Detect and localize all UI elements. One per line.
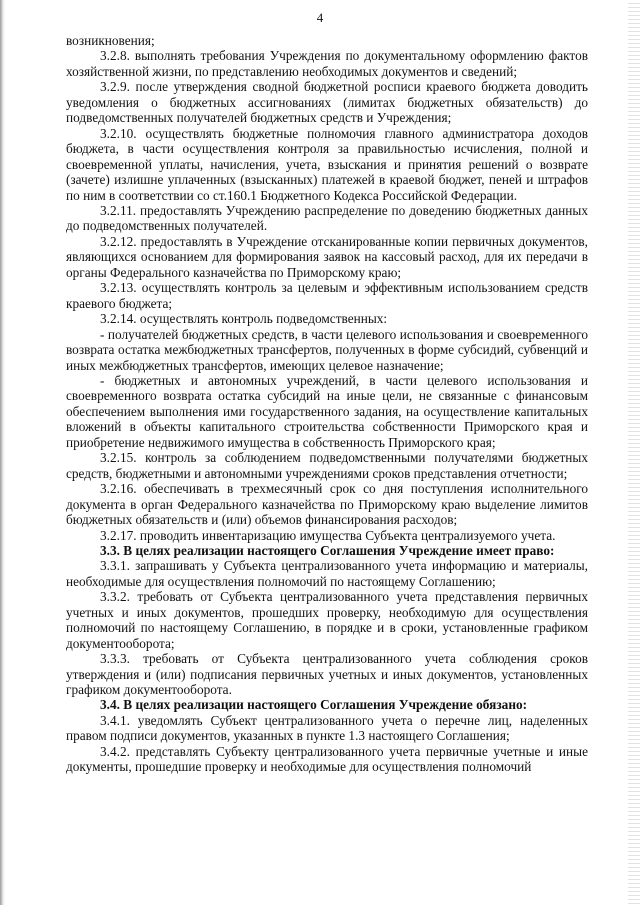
clause-3-4-2: 3.4.2. представлять Субъекту централизованного учета первичные учетные и иные документы, прошедшие проверку и необходимые для осуществления полномочий bbox=[66, 743, 588, 775]
clause-3-2-12: 3.2.12. предоставлять в Учреждение отсканированные копии первичных документов, являющихся основанием для формирования заявок на кассовый расход, для их передачи в органы Федерального казначейства по Приморскому краю; bbox=[66, 233, 588, 280]
clause-3-3-3: 3.3.3. требовать от Субъекта централизованного учета соблюдения сроков утверждения и (или) подписания первичных учетных и иных документов, установленных графиком документооборота. bbox=[66, 651, 588, 698]
clause-3-2-8: 3.2.8. выполнять требования Учреждения по документальному оформлению фактов хозяйственной жизни, по представлению необходимых документов и сведений; bbox=[66, 48, 588, 79]
document-body bbox=[66, 33, 588, 775]
clause-3-3-1: 3.3.1. запрашивать у Субъекта централизованного учета информацию и материалы, необходимые для осуществления полномочий по настоящему Соглашению; bbox=[66, 558, 588, 589]
clause-3-2-14-item-1: - получателей бюджетных средств, в части целевого использования и своевременного возврата остатка межбюджетных трансфертов, полученных в форме субсидий, субвенций и иных межбюджетных трансфертов, имеющих целевое назначение; bbox=[66, 326, 588, 373]
clause-3-2-14-item-2: - бюджетных и автономных учреждений, в части целевого использования и своевременного возврата остатка субсидий на иные цели, не связанные с финансовым обеспечением выполнения ими государственного задания, на осуществление капитальных вложений в объекты капитального строительства собственности Приморского края и приобретение недвижимого имущества в собственность Приморского края; bbox=[66, 372, 588, 450]
clause-3-2-16: 3.2.16. обеспечивать в трехмесячный срок со дня поступления исполнительного документа в орган Федерального казначейства по Приморскому краю выделение лимитов бюджетных обязательств и (или) объемов финансирования расходов; bbox=[66, 481, 588, 528]
clause-3-2-15: 3.2.15. контроль за соблюдением подведомственными получателями бюджетных средств, бюджетными и автономными учреждениями сроков представления отчетности; bbox=[66, 450, 588, 481]
clause-3-2-17: 3.2.17. проводить инвентаризацию имущества Субъекта централизуемого учета. bbox=[100, 527, 556, 543]
clause-3-2-14: 3.2.14. осуществлять контроль подведомственных: bbox=[100, 311, 388, 327]
clause-3-2-11: 3.2.11. предоставлять Учреждению распределение по доведению бюджетных данных до подведомственных получателей. bbox=[66, 202, 588, 234]
paragraph-continuation: возникновения; bbox=[66, 33, 155, 48]
clause-3-2-10: 3.2.10. осуществлять бюджетные полномочия главного администратора доходов бюджета, в части осуществления контроля за правильностью исчисления, полной и своевременной уплаты, начисления, учета, взыскания и принятия решений о возврате (зачете) излишне уплаченных (взысканных) платежей в краевой бюджет, пеней и штрафов по ним в соответствии со ст.160.1 Бюджетного Кодекса Российской Федерации. bbox=[66, 125, 588, 203]
clause-3-2-13: 3.2.13. осуществлять контроль за целевым и эффективным использованием средств краевого бюджета; bbox=[66, 280, 588, 311]
clause-3-2-9: 3.2.9. после утверждения сводной бюджетной росписи краевого бюджета доводить уведомления о бюджетных ассигнованиях (лимитах бюджетных обязательств) до подведомственных получателей бюджетных средств и Учреждения; bbox=[66, 79, 588, 126]
scan-edge-right bbox=[628, 0, 640, 905]
scan-edge-left bbox=[0, 0, 5, 905]
clause-3-3-2: 3.3.2. требовать от Субъекта централизованного учета представления первичных учетных и иных документов, прошедших проверку, необходимую для осуществления полномочий по настоящему Соглашению, в порядке и в сроки, установленные графиком документооборота; bbox=[66, 589, 588, 651]
section-heading-3-4: 3.4. В целях реализации настоящего Соглашения Учреждение обязано: bbox=[100, 697, 528, 713]
section-heading-3-3: 3.3. В целях реализации настоящего Соглашения Учреждение имеет право: bbox=[100, 542, 555, 558]
page-number: 4 bbox=[316, 10, 324, 25]
clause-3-4-1: 3.4.1. уведомлять Субъект централизованного учета о перечне лиц, наделенных правом подписи документов, указанных в пункте 1.3 настоящего Соглашения; bbox=[66, 712, 588, 744]
